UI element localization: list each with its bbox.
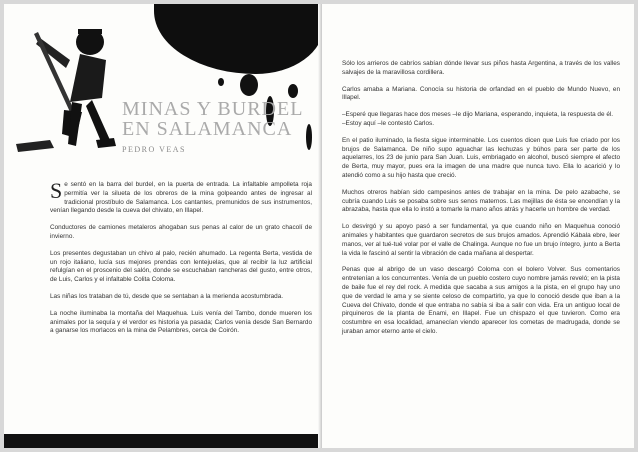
ink-drop [288, 84, 298, 98]
paragraph: La noche iluminaba la montaña del Maquehua. Luis venía del Tambo, donde mueren los animales por la sequía y el verdor es historia ya pasada; Carlos venía desde San Bernardo a ganarse los morlacos en la mina de Pelambres, cerca de Coirón. [50, 309, 312, 335]
right-page [322, 4, 634, 448]
author-name: PEDRO VEAS [122, 145, 186, 154]
paragraph: Penas que al abrigo de un vaso descargó Coloma con el bolero Volver. Sus comentarios entretenían a los concurrentes. Venía de un pueblo costero cuyo nombre jamás reveló; en la pista de baile fue el rey del rock. A medida que sacaba a sus amigos a la pista, en el grupo hay uno que de verdad le ama y se siente celoso de compartirlo, ya que lo conoció desde que iban a la Cueva del Chivato, donde el que entraba no sabía si iba a salir con vida. Era un antiguo local de pirquineros de la planta de Enami, en Illapel. Fue un chispazo el que tuvieron. Como era costumbre en esa localidad, amanecían viendo aparecer los cometas de madrugada, donde se juraban amor eterno ante el cielo. [342, 266, 620, 335]
paragraph: En el patio iluminado, la fiesta sigue interminable. Los cuentos dicen que Luis fue criado por los brujos de Salamanca. De niño supo aguachar las lechuzas y búhos para ser parte de los aquelarres, los 23 de junio para San Juan. Luis, embriagado en alcohol, buscó siempre el afecto de Berta, muy mayor, pues era la imagen de una madre que nunca tuvo. Ella lo acarició y lo atendió como a su hijo hasta que creció. [342, 136, 620, 179]
title-line-1: MINAS Y BURDEL [122, 98, 304, 120]
paragraph: Carlos amaba a Mariana. Conocía su historia de orfandad en el pueblo de Mundo Nuevo, en Illapel. [342, 85, 620, 102]
drop-cap: S [50, 178, 63, 203]
paragraph-text: e sentó en la barra del burdel, en la puerta de entrada. La infaltable ampolleta roja permitía ver la silueta de los obreros de la mina golpeando antes de ingresar al tradicional prostíbulo de Salamanca. Los cantantes, premunidos de sus instrumentos, venían llegando desde la cueva del chivato, en Illapel. [50, 181, 312, 215]
ink-splash [154, 4, 322, 74]
title-line-2: EN SALAMANCA [122, 118, 293, 140]
left-page [4, 4, 322, 448]
paragraph: –Esperé que llegaras hace dos meses –le dijo Mariana, esperando, inquieta, la respuesta de él. –Estoy aquí –le contestó Carlos. [342, 111, 614, 127]
miner-illustration-icon [10, 20, 120, 160]
paragraph: Conductores de camiones metaleros ahogaban sus penas al calor de un grato chacolí de invierno. [50, 224, 312, 240]
left-body-text [50, 178, 312, 344]
paragraph: Lo desvirgó y su apoyo pasó a ser fundamental, ya que cuando niño en Maquehua conoció animales y habitantes que guardaron secretos de sus brujos amados. Aprendió Kábala ebre, leer manos, ver al tué-tué volar por el valle de Chalinga. Aunque no fue un brujo íntegro, junto a Berta la vida le fascinó al sentir la vibración de cada mañana al despertar. [342, 223, 620, 257]
paragraph: Sólo los arrieros de cabríos sabían dónde llevar sus piños hasta Argentina, a través de los valles salvajes de la maravillosa cordillera. [342, 60, 620, 76]
paragraph: Muchos otreros habían sido campesinos antes de trabajar en la mina. De pelo azabache, se cubría cuando Luis se posaba sobre sus senos maternos. Las mejillas de ésta se encendían y la abrazaba, hasta que ella lo instó a tomarle la mano años atrás y hacerle un hombre de verdad. [342, 188, 620, 214]
paragraph: Los presentes degustaban un chivo al palo, recién ahumado. La regenta Berta, vestida de un rojo italiano, lucía sus mejores prendas con lentejuelas, que al recibir la luz artificial refulgían en el proscenio del salón, donde se escuchaban rancheras del gusto, entre otros, de Luis, Carlos y el infaltable Colita Coloma. [50, 249, 312, 284]
right-body-text [342, 60, 620, 345]
paragraph [50, 178, 312, 216]
bottom-ink-bar [4, 434, 322, 448]
paragraph: Las niñas los trataban de tú, desde que se sentaban a la merienda acostumbrada. [50, 292, 284, 300]
chapter-title [122, 99, 312, 154]
ink-drop [218, 78, 224, 86]
ink-drop [240, 74, 258, 96]
